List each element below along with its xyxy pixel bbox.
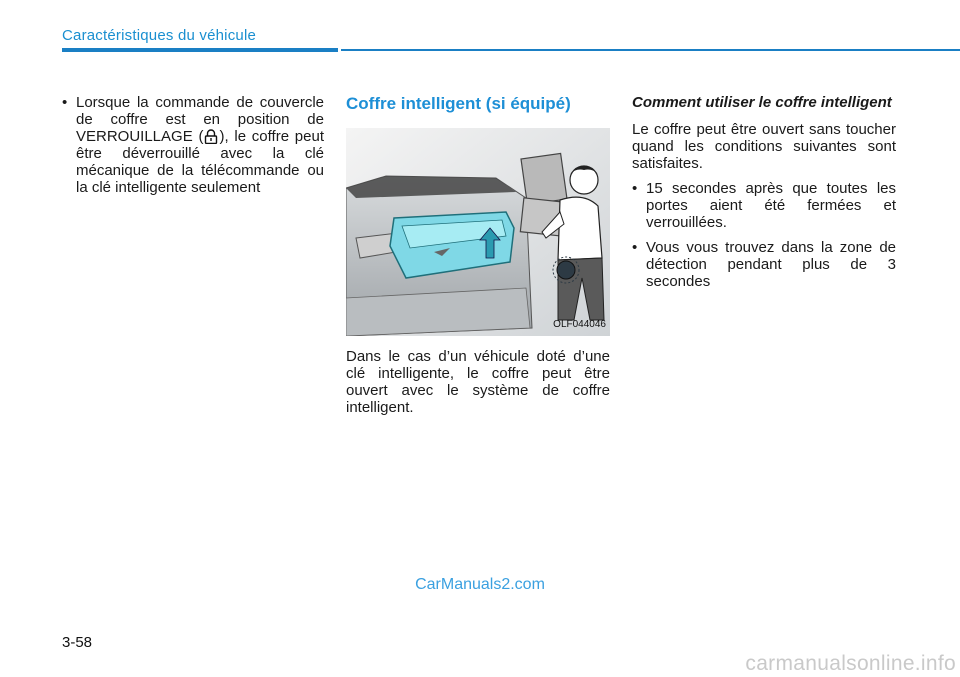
bullet-dot: • [62,94,68,111]
bullet-item [632,180,896,231]
bullet-dot: • [632,239,638,256]
page-number: 3-58 [62,634,93,651]
bottom-watermark: carmanualsonline.info [745,652,956,675]
watermark-link[interactable]: CarManuals2.com [415,576,545,593]
bullet-text-before-icon: Lorsque la commande de couvercle de coffre est en position de VERROUILLAGE ( [76,94,324,145]
header-rule-thin [341,49,960,51]
figure-code: OLF044046 [553,319,606,330]
car-trunk-illustration [346,128,610,336]
bullet-item [632,239,896,290]
bullet-text: Vous vous trouvez dans la zone de détection pendant plus de 3 secondes [646,239,896,290]
bullet-dot: • [632,180,638,197]
header-rule-thick [62,48,338,52]
bullet-item [62,94,324,196]
smart-trunk-figure [346,128,610,336]
section-title: Coffre intelligent (si équipé) [346,94,571,113]
section-paragraph: Dans le cas d’un véhicule doté d’une clé intelligente, le coffre peut être ouvert avec le système de coffre intelligent. [346,348,610,416]
bullet-text: 15 secondes après que toutes les portes aient été fermées et verrouillées. [646,180,896,231]
column-2 [346,94,610,424]
lock-icon [204,129,218,144]
column-1 [62,94,324,204]
column-3 [632,94,896,298]
subsection-paragraph: Le coffre peut être ouvert sans toucher quand les conditions suivantes sont satisfaites. [632,121,896,172]
subsection-title: Comment utiliser le coffre intelligent [632,94,892,111]
bullet-text-after-icon: ), le coffre peut être déverrouillé avec la clé mécanique de la télécommande ou la clé intelligente seulement [76,128,324,196]
page-header-title: Caractéristiques du véhicule [62,27,257,44]
